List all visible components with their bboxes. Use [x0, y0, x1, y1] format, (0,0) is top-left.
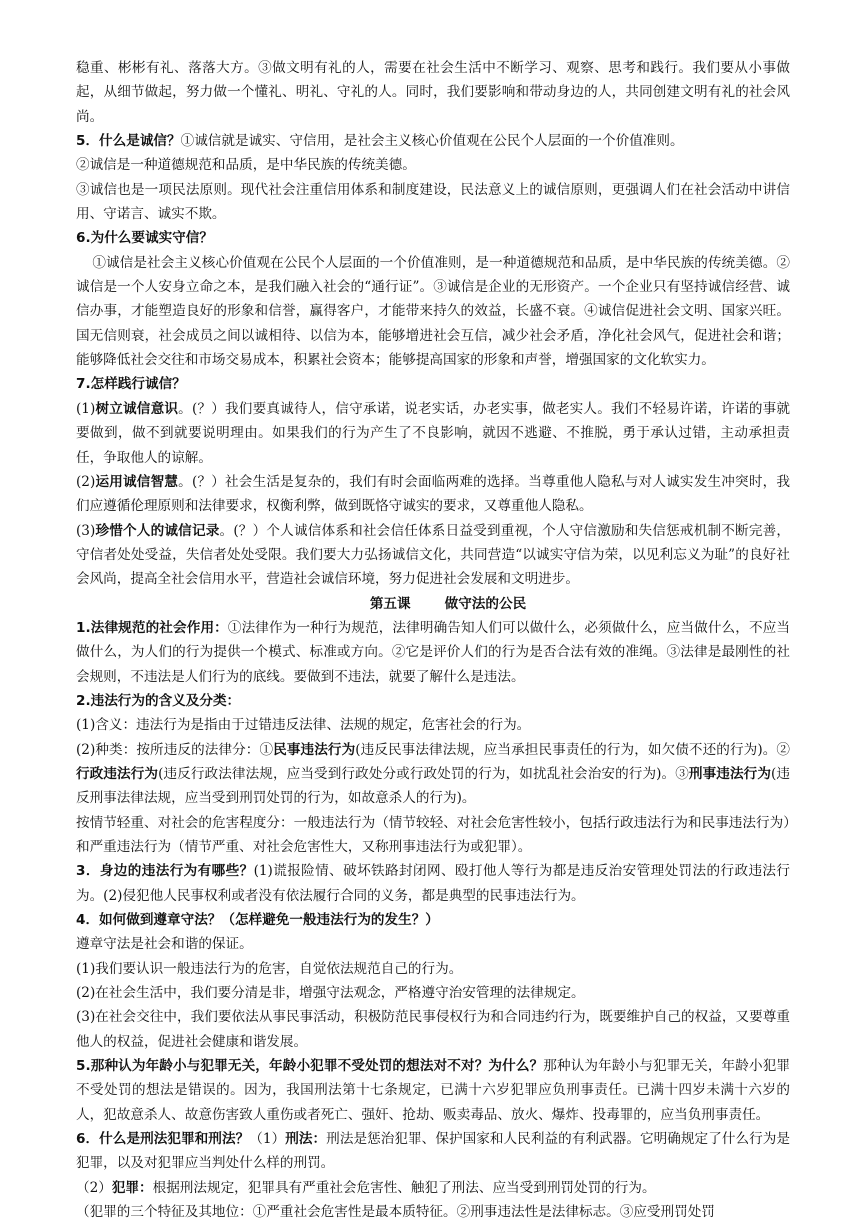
lesson-title: 第五课 做守法的公民	[369, 595, 527, 612]
q6-heading: 6.为什么要诚实守信？	[76, 230, 213, 247]
l2-meaning: (1)含义：违法行为是指由于过错违反法律、法规的规定，危害社会的行为。	[76, 717, 531, 734]
l2-severity: 按情节轻重、对社会的危害程度分：一般违法行为（情节较轻、对社会危害性较小，包括行政违法行为和民事违法行为）和严重违法行为（情节严重、对社会危害性大，又称刑事违法行为或犯罪）。	[76, 814, 790, 855]
q7-item-2: (2)运用诚信智慧。(？）社会生活是复杂的，我们有时会面临两难的选择。当尊重他人隐私与对人诚实发生冲突时，我们应遵循伦理原则和法律要求，权衡利弊，做到既恪守诚实的要求，又尊重他人隐私。	[76, 473, 790, 515]
paragraph-civility: 稳重、彬彬有礼、落落大方。③做文明有礼的人，需要在社会生活中不断学习、观察、思考和践行。我们要从小事做起，从细节做起，努力做一个懂礼、明礼、守礼的人。同时，我们要影响和带动身边的人，共同创建文明有礼的社会风尚。	[76, 60, 790, 125]
q6-body: ①诚信是社会主义核心价值观在公民个人层面的一个价值准则，是一种道德规范和品质，是中华民族的传统美德。②诚信是一个人安身立命之本，是我们融入社会的“通行证”。③诚信是企业的无形资产。一个企业只有坚持诚信经营、诚信办事，才能塑造良好的形象和信誉，赢得客户，才能带来持久的效益，长盛不衰。④诚信促进社会文明、国家兴旺。国无信则衰，社会成员之间以诚相待、以信为本，能够增进社会互信，减少社会矛盾，净化社会风气，促进社会和谐；能够降低社会交往和市场交易成本，积累社会资本；能够提高国家的形象和声誉，增强国家的文化软实力。	[76, 254, 790, 369]
q5-point-3: ③诚信也是一项民法原则。现代社会注重信用体系和制度建设，民法意义上的诚信原则，更强调人们在社会活动中讲信用、守诺言、诚实不欺。	[76, 181, 790, 223]
q7-item-3: (3)珍惜个人的诚信记录。(？）个人诚信体系和社会信任体系日益受到重视，个人守信激励和失信惩戒机制不断完善，守信者处处受益，失信者处处受限。我们要大力弘扬诚信文化，共同营造“以诚实守信为荣，以见利忘义为耻”的良好社会风尚，提高全社会信用水平，营造社会诚信环境，努力促进社会发展和文明进步。	[76, 522, 791, 588]
l4-item-1: (1)我们要认识一般违法行为的危害，自觉依法规范自己的行为。	[76, 960, 463, 977]
l5-age-crime: 5.那种认为年龄小与犯罪无关，年龄小犯罪不受处罚的想法对不对？为什么？那种认为年龄小与犯罪无关，年龄小犯罪不受处罚的想法是错误的。因为，我国刑法第十七条规定，已满十六岁犯罪应负刑事责任。已满十四岁未满十六岁的人，犯故意杀人、故意伤害致人重伤或者死亡、强奸、抢劫、贩卖毒品、放火、爆炸、投毒罪的，应当负刑事责任。	[76, 1058, 790, 1123]
l4-item-2: (2)在社会生活中，我们要分清是非，增强守法观念，严格遵守治安管理的法律规定。	[76, 985, 585, 1002]
l6-crime-features: （犯罪的三个特征及其地位：①严重社会危害性是最本质特征。②刑事违法性是法律标志。③应受刑罚处罚	[76, 1204, 715, 1221]
l4-item-3: (3)在社会交往中，我们要依法从事民事活动，积极防范民事侵权行为和合同违约行为，既要维护自己的权益，又要尊重他人的权益，促进社会健康和谐发展。	[76, 1009, 790, 1050]
q5-heading: 5．什么是诚信？	[76, 133, 181, 150]
q7-heading: 7.怎样践行诚信？	[76, 376, 186, 393]
l2-heading: 2.违法行为的含义及分类：	[76, 692, 241, 709]
l1-law-function: 1.法律规范的社会作用：①法律作为一种行为规范，法律明确告知人们可以做什么，必须做什么，应当做什么，不应当做什么，为人们的行为提供一个模式、标准或方向。②它是评价人们的行为是否合法有效的准绳。③法律是最刚性的社会规则，不违法是人们行为的底线。要做到不违法，就要了解什么是违法。	[76, 619, 790, 685]
q7-item-1: (1)树立诚信意识。(？）我们要真诚待人，信守承诺，说老实话，办老实事，做老实人。我们不轻易许诺，许诺的事就要做到，做不到就要说明理由。如果我们的行为产生了不良影响，就因不逃避、不推脱，勇于承认过错，主动承担责任，争取他人的谅解。	[76, 400, 790, 466]
l4-heading: 4．如何做到遵章守法？（怎样避免一般违法行为的发生？）	[76, 912, 439, 929]
q5-point-2: ②诚信是一种道德规范和品质，是中华民族的传统美德。	[76, 157, 416, 174]
l6-criminal-law: 6．什么是刑法犯罪和刑法？（1）刑法：刑法是惩治犯罪、保护国家和人民利益的有利武器。它明确规定了什么行为是犯罪，以及对犯罪应当判处什么样的刑罚。	[76, 1131, 791, 1172]
q5-what-is-integrity: 5．什么是诚信？①诚信就是诚实、守信用，是社会主义核心价值观在公民个人层面的一个价值准则。	[76, 133, 684, 150]
l2-types: (2)种类：按所违反的法律分：①民事违法行为(违反民事法律法规，应当承担民事责任的行为，如欠债不还的行为)。②行政违法行为(违反行政法律法规，应当受到行政处分或行政处罚的行为，如扰乱社会治安的行为)。③刑事违法行为(违反刑事法律法规，应当受到刑罚处罚的行为，如故意杀人的行为)。	[76, 741, 791, 807]
l6-crime: （2）犯罪：根据刑法规定，犯罪具有严重社会危害性、触犯了刑法、应当受到刑罚处罚的行为。	[76, 1179, 656, 1196]
l3-violations: 3．身边的违法行为有哪些？(1)谎报险情、破坏铁路封闭网、殴打他人等行为都是违反治安管理处罚法的行政违法行为。(2)侵犯他人民事权利或者没有依法履行合同的义务，都是典型的民事违法行为。	[76, 863, 790, 904]
l4-intro: 遵章守法是社会和谐的保证。	[76, 936, 253, 953]
